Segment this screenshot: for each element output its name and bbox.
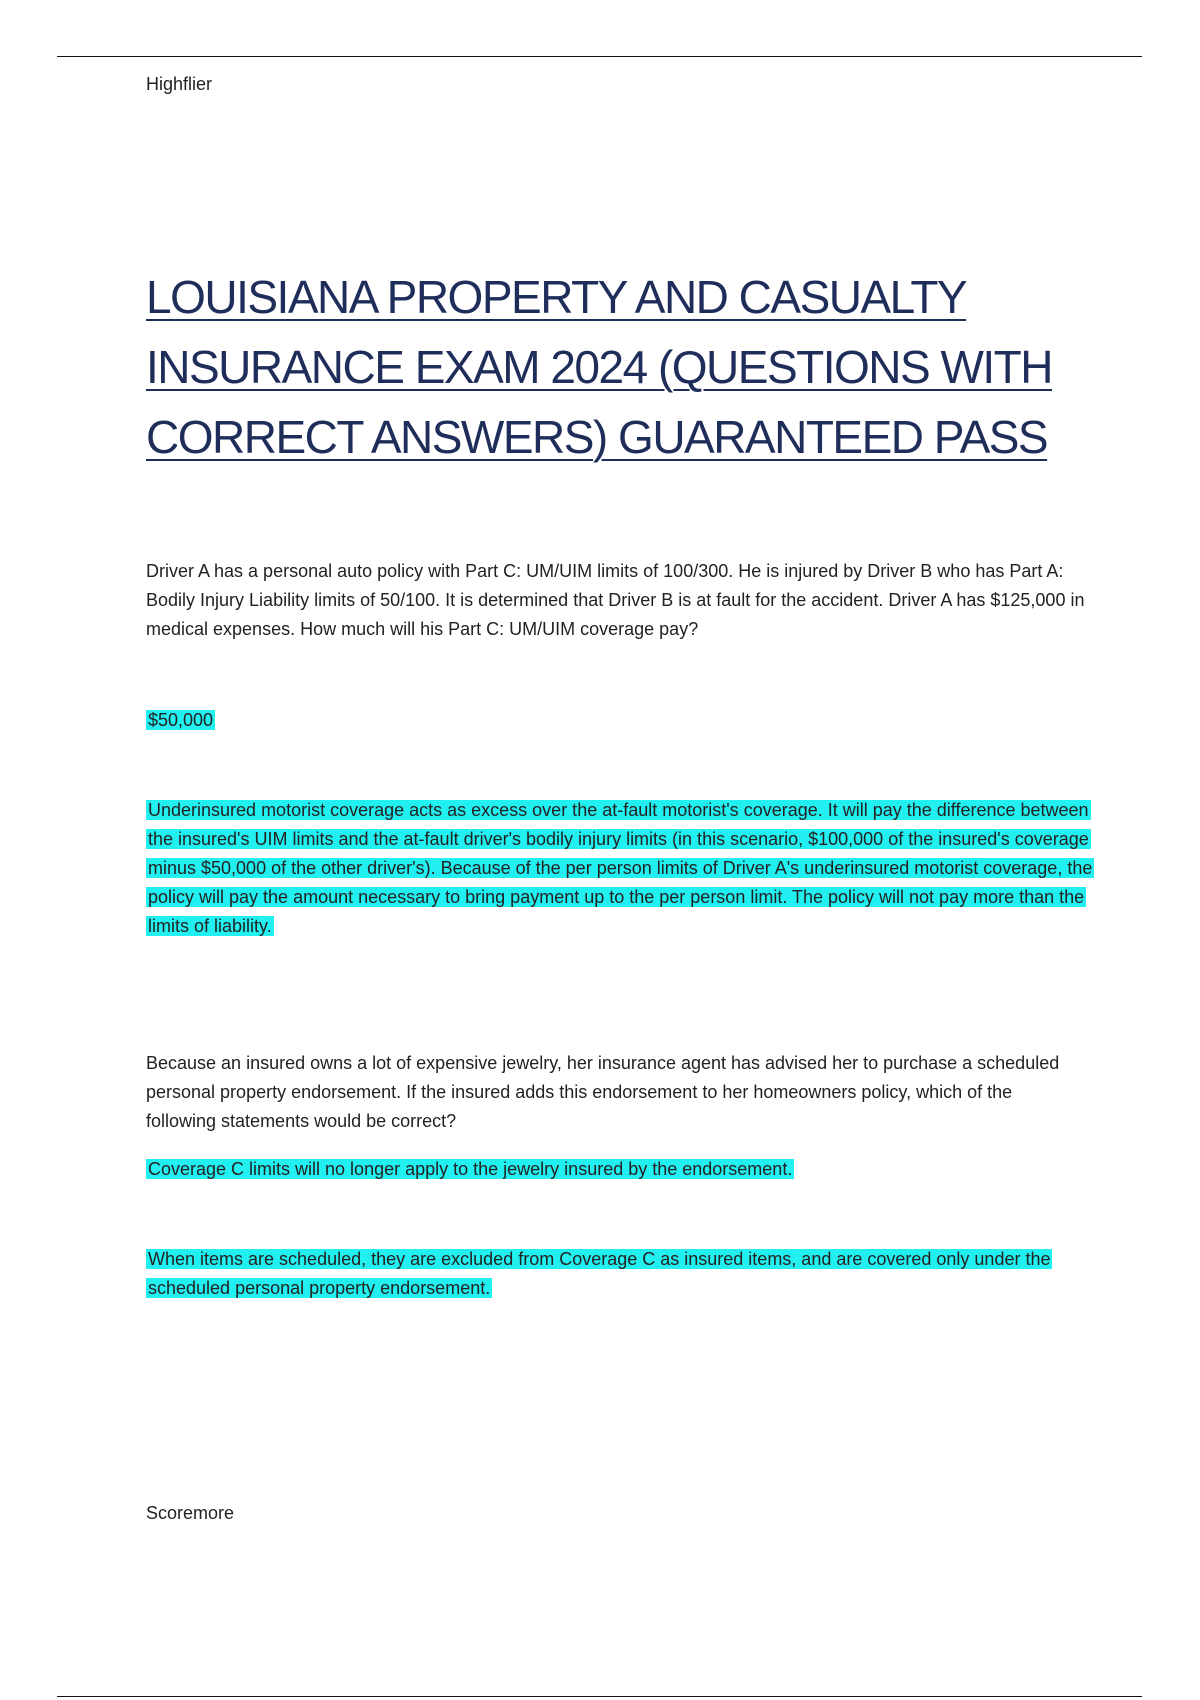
page-footer: Scoremore (146, 1503, 235, 1523)
explanation-2-text: When items are scheduled, they are excluded from Coverage C as insured items, and are covered only under the scheduled personal property endorsement. (148, 1249, 1051, 1298)
document-title: LOUISIANA PROPERTY AND CASUALTY INSURANCE EXAM 2024 (QUESTIONS WITH CORRECT ANSWERS) GUARANTEED PASS (146, 271, 1052, 463)
question-1-text: Driver A has a personal auto policy with Part C: UM/UIM limits of 100/300. He is injured by Driver B who has Part A: Bodily Injury Liability limits of 50/100. It is determined that Driver B is at fault for the accident. Driver A has $125,000 in medical expenses. How much will his Part C: UM/UIM coverage pay? (146, 561, 1085, 639)
answer-2-text: Coverage C limits will no longer apply to the jewelry insured by the endorsement. (148, 1159, 793, 1179)
answer-2 (146, 1155, 1086, 1184)
question-2-text: Because an insured owns a lot of expensive jewelry, her insurance agent has advised her to purchase a scheduled personal property endorsement. If the insured adds this endorsement to her homeowners policy, which of the following statements would be correct? (146, 1053, 1060, 1131)
explanation-1-text: Underinsured motorist coverage acts as excess over the at-fault motorist's coverage. It will pay the difference between the insured's UIM limits and the at-fault driver's bodily injury limits (in this scenario, $100,000 of the insured's coverage minus $50,000 of the other driver's). Because of the per person limits of Driver A's underinsured motorist coverage, the policy will pay the amount necessary to bring payment up to the per person limit. The policy will not pay more than the limits of liability. (148, 800, 1093, 936)
explanation-1 (146, 796, 1096, 941)
footer-rule (57, 1696, 1142, 1697)
question-2 (146, 1049, 1086, 1136)
explanation-2 (146, 1245, 1086, 1303)
answer-1 (146, 706, 1086, 735)
header-rule (57, 56, 1142, 57)
page-header: Highflier (146, 74, 213, 94)
answer-1-text: $50,000 (148, 710, 214, 730)
question-1 (146, 557, 1086, 644)
